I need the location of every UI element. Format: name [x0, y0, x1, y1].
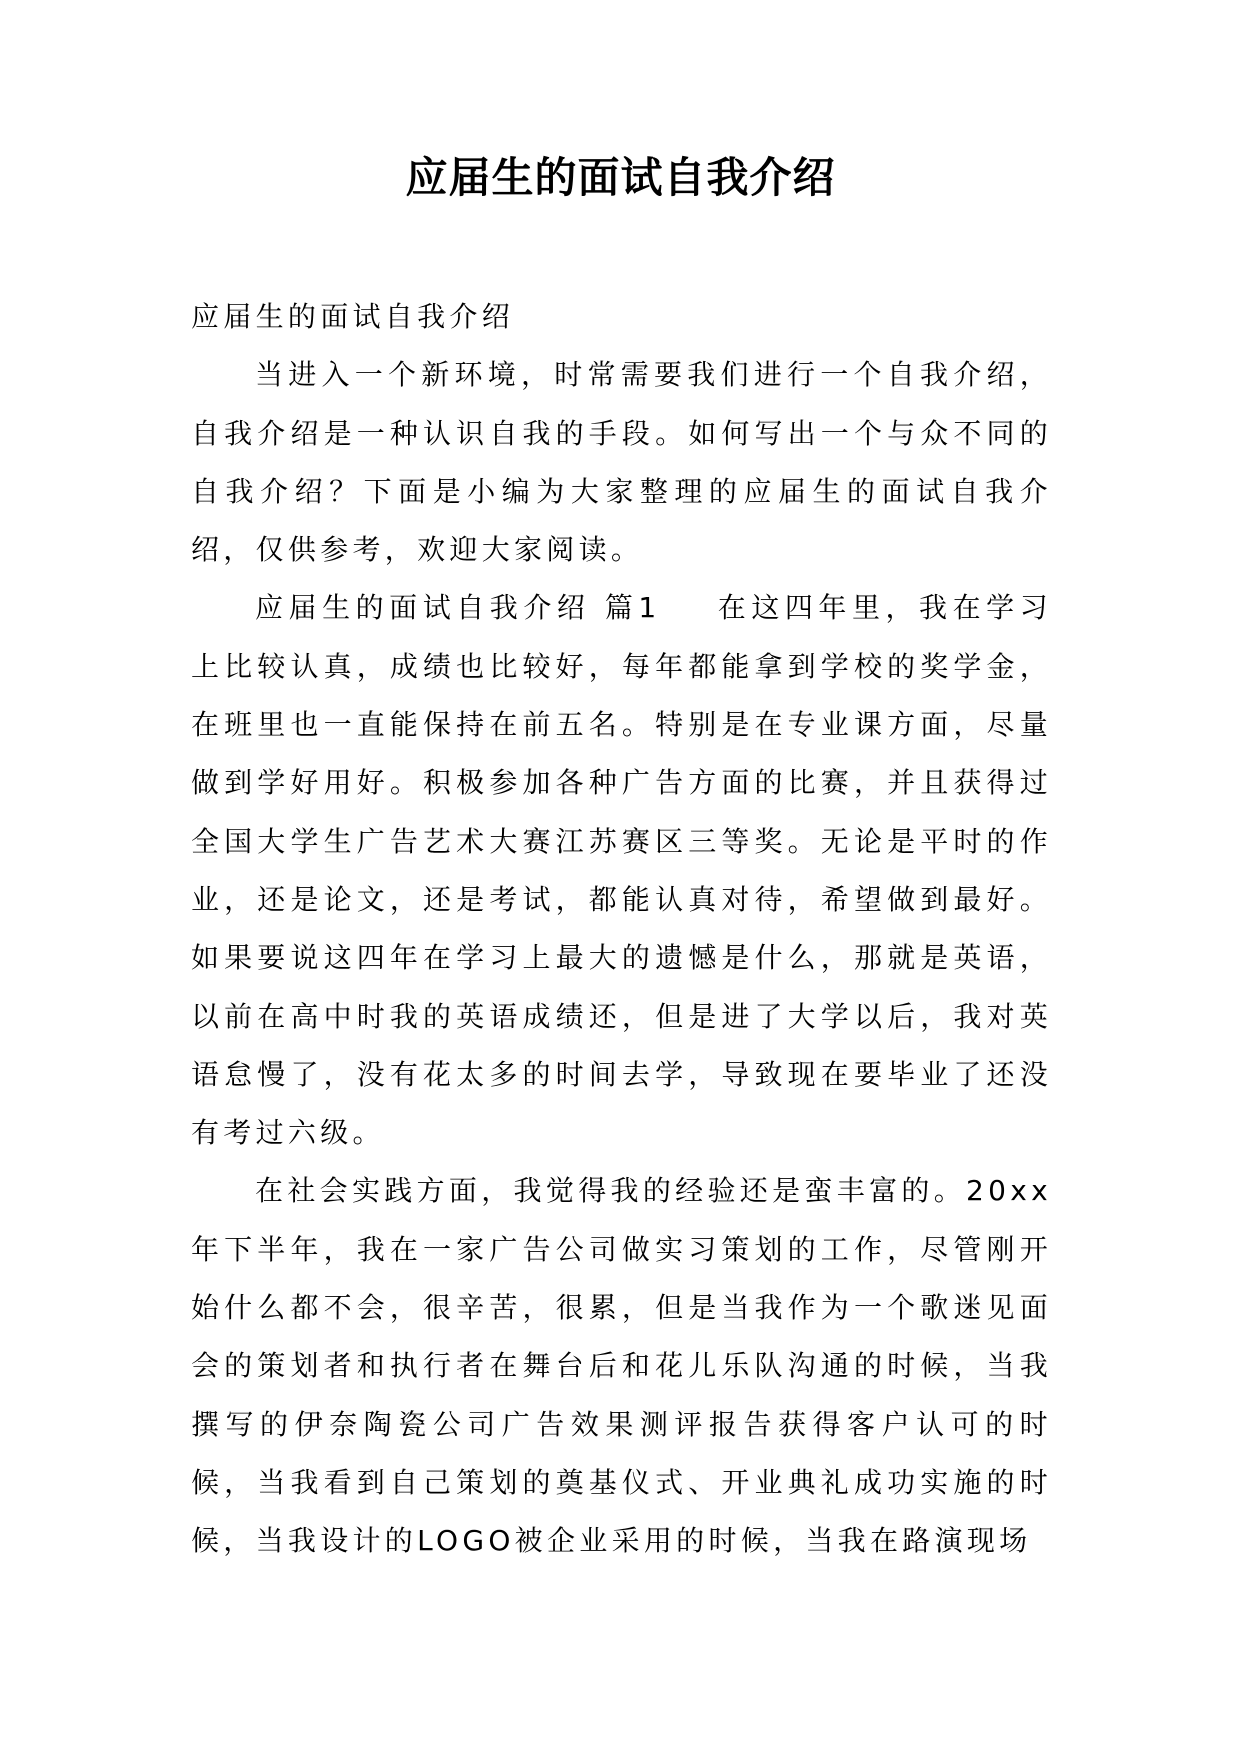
section-1-paragraph: [191, 579, 1052, 1162]
social-practice-paragraph: 在社会实践方面，我觉得我的经验还是蛮丰富的。20xx年下半年，我在一家广告公司做实习策划的工作，尽管刚开始什么都不会，很辛苦，很累，但是当我作为一个歌迷见面会的策划者和执行者在舞台后和花儿乐队沟通的时候，当我撰写的伊奈陶瓷公司广告效果测评报告获得客户认可的时候，当我看到自己策划的奠基仪式、开业典礼成功实施的时候，当我设计的LOGO被企业采用的时候，当我在路演现场: [191, 1174, 1052, 1558]
document-body: [191, 288, 1052, 1571]
section-1-text: 在这四年里，我在学习上比较认真，成绩也比较好，每年都能拿到学校的奖学金，在班里也一直能保持在前五名。特别是在专业课方面，尽量做到学好用好。积极参加各种广告方面的比赛，并且获得过全国大学生广告艺术大赛江苏赛区三等奖。无论是平时的作业，还是论文，还是考试，都能认真对待，希望做到最好。如果要说这四年在学习上最大的遗憾是什么，那就是英语，以前在高中时我的英语成绩还，但是进了大学以后，我对英语怠慢了，没有花太多的时间去学，导致现在要毕业了还没有考过六级。: [191, 591, 1052, 1150]
intro-paragraph: 当进入一个新环境，时常需要我们进行一个自我介绍，自我介绍是一种认识自我的手段。如何写出一个与众不同的自我介绍？下面是小编为大家整理的应届生的面试自我介绍，仅供参考，欢迎大家阅读。: [191, 358, 1052, 567]
document-title: 应届生的面试自我介绍: [405, 153, 836, 202]
document-subtitle: 应届生的面试自我介绍: [191, 300, 515, 333]
section-1-heading: 应届生的面试自我介绍 篇1: [255, 591, 661, 625]
